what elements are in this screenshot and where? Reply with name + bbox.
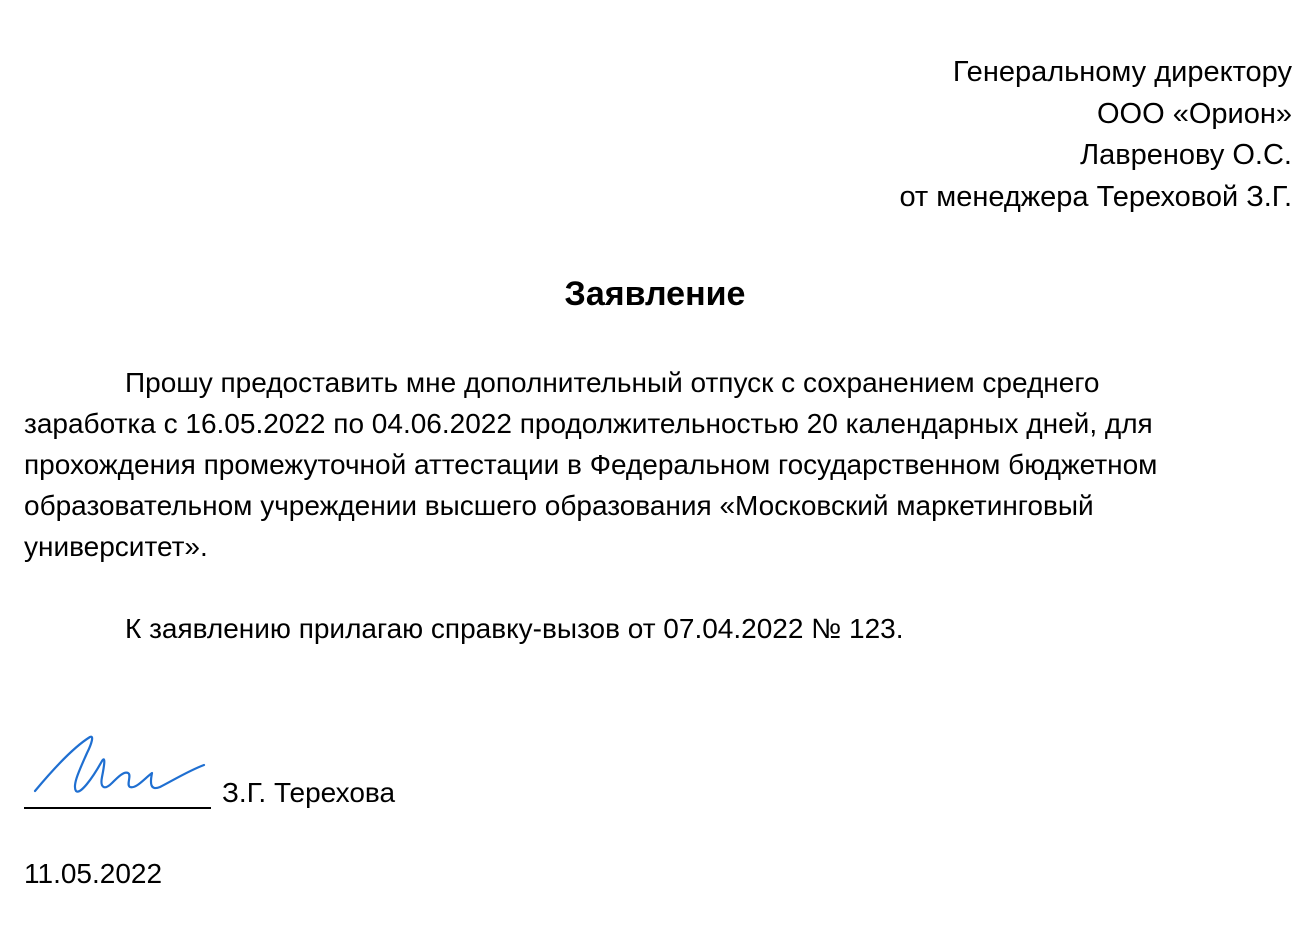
body-line: университет».: [24, 531, 208, 562]
body-line: Прошу предоставить мне дополнительный отпуск с сохранением среднего: [125, 367, 1100, 398]
document-date: 11.05.2022: [24, 858, 163, 889]
sender-line: от менеджера Тереховой З.Г.: [899, 180, 1292, 213]
body-line: образовательном учреждении высшего образования «Московский маркетинговый: [24, 490, 1094, 521]
addressee-company: ООО «Орион»: [1096, 97, 1292, 130]
signer-name: З.Г. Терехова: [222, 777, 396, 808]
document-title: Заявление: [564, 275, 746, 313]
addressee-block: [899, 52, 1292, 218]
body-line: заработка с 16.05.2022 по 04.06.2022 продолжительностью 20 календарных дней, для: [24, 408, 1153, 439]
attachment-paragraph: К заявлению прилагаю справку-вызов от 07.04.2022 № 123.: [125, 613, 904, 644]
handwritten-signature-icon: [32, 733, 207, 808]
addressee-name: Лавренову О.С.: [1080, 139, 1292, 171]
body-paragraph: [24, 362, 1294, 567]
signature-row: [24, 771, 624, 815]
addressee-position: Генеральному директору: [952, 56, 1292, 88]
body-line: прохождения промежуточной аттестации в Федеральном государственном бюджетном: [24, 449, 1158, 480]
